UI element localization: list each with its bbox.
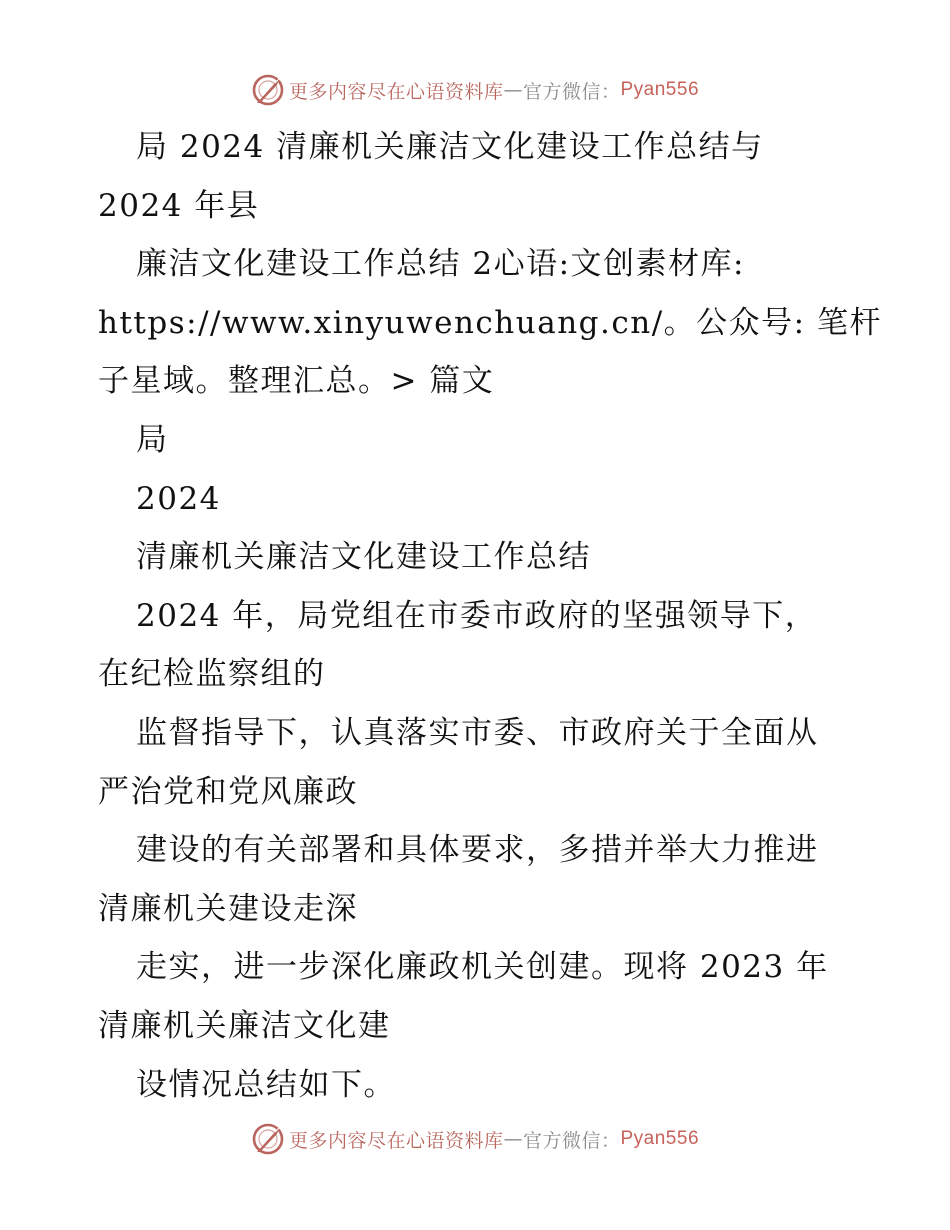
watermark-wechat-id: Pyan556 [620,79,700,100]
text-line: 建设的有关部署和具体要求，多措并举大力推进 [136,832,819,869]
watermark-dash: — [503,79,523,101]
quill-pen-seal-icon [251,1122,285,1156]
text-line: 清廉机关廉洁文化建设工作总结 [136,539,591,576]
text-line: 在纪检监察组的 [98,656,326,693]
text-line: 2024 [136,480,221,517]
watermark-wechat-id: Pyan556 [620,1128,700,1149]
text-line: 2024 年县 [98,187,260,224]
text-line: 廉洁文化建设工作总结 2心语:文创素材库: [136,246,745,283]
text-line: 局 2024 清廉机关廉洁文化建设工作总结与 [136,129,764,165]
header-watermark [0,70,950,110]
text-line: 局 [136,421,169,458]
text-line: 2024 年，局党组在市委市政府的坚强领导下， [136,597,818,634]
watermark-primary-text: 更多内容尽在心语资料库 [288,1129,504,1152]
watermark-primary-text: 更多内容尽在心语资料库 [288,80,504,103]
text-line: 设情况总结如下。 [136,1066,396,1103]
text-line: https://www.xinyuwenchuang.cn/。公众号: 笔杆 [98,304,882,341]
text-line: 清廉机关廉洁文化建 [98,1007,391,1044]
quill-pen-seal-icon [251,73,285,107]
text-line: 走实，进一步深化廉政机关创建。现将 2023 年 [136,949,829,986]
text-line: 监督指导下，认真落实市委、市政府关于全面从 [136,714,819,751]
watermark-dash: — [503,1128,523,1150]
footer-watermark [0,1119,950,1159]
watermark-secondary-text: 官方微信： [522,80,621,103]
text-line: 清廉机关建设走深 [98,890,358,927]
text-line: 子星域。整理汇总。> 篇文 [98,363,495,400]
document-body [98,118,882,1114]
text-line: 严治党和党风廉政 [98,773,358,810]
watermark-secondary-text: 官方微信： [522,1129,621,1152]
